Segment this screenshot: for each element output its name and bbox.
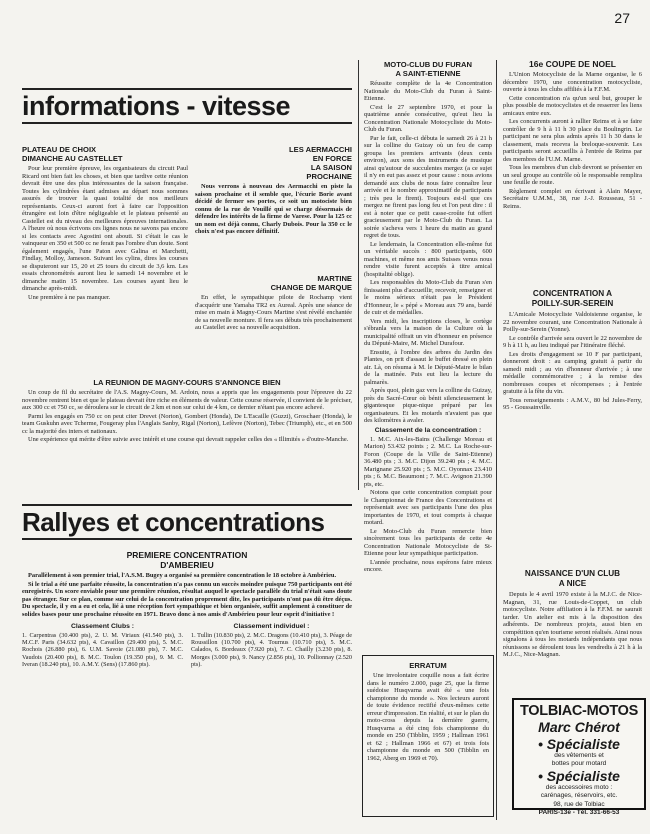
- plateau-text: Pour leur première épreuve, les organisateurs du circuit Paul Ricard ont bien fait les choses, et bien que tardive cette réunion devrait être une des plus intéressantes de la saison française. Toutes les cylindrées étant admises au départ nous sommes assurés de trouver la quasi totalité de nos meilleurs représentants. Ceux-ci auront fort à faire car l'opposition étrangère est loin d'être négligeable et le plateau présenté au Castellet est du niveau des meilleures épreuves internationales. A l'heure où nous écrivons ces lignes nous ne savons pas encore si les contacts avec Agostini ont abouti. Si c'était le cas le vainqueur en 350 et 500 cc ne ferait pas l'ombre d'un doute. Sont également engagés, l'une Paton avec Galina et Marchetti, Findlay, Molloy, Jameson. Suivant les cylins, dires les courses se disputeront sur 15, 20 et 25 tours du circuit de 3,6 km. Les essais chronométrés auront lieu le samedi 14 novembre et le dimanche matin 15 novembre. Les courses ayant lieu le dimanche après-midi.: [22, 165, 188, 292]
- amberieu-article: [22, 548, 352, 818]
- magny-text2: Parmi les engagés en 750 cc on peut citer Drevet (Norton), Gombert (Honda), De L'Escaille (Guzzi), Groschaer (Honda), le team Guskuhn avec Tcherme, Fougeray plus l'Anglais Sanby, Rigal (Norton), Lefèvre (Norton), Tebec (Triumph), etc., et en 500 cc la majorité des inters et nationaux.: [22, 412, 352, 435]
- indiv-list: 1. Tullin (10.830 pts), 2. M.C. Dragons (10.410 pts), 3. Péage de Roussillon (10.700 pts), 4. Tournus (10.710 pts), 5. M.C. Calados, 6. Bordeaux (7.920 pts), 7. C. Chailly (3.230 pts), 8. Morges (3.000 pts), 9. Nancy (2.856 pts), 10. Pollionnay (2.520 pts).: [191, 632, 352, 668]
- amberieu-text: Parallèlement à son premier trial, l'A.S.M. Bugey a organisé sa première concentration le 18 octobre à Ambérieu.: [28, 572, 337, 579]
- furan-title: MOTO-CLUB DU FURAN A SAINT-ETIENNE: [383, 60, 473, 78]
- pouilly-p4: Tous renseignements : A.M.V., 80 bd Jules-Ferry, 95 - Goussainville.: [503, 396, 642, 411]
- pouilly-article: [503, 287, 642, 462]
- erratum-text: Une involontaire coquille nous a fait écrire dans le numéro 2.000, page 25, que la firme suédoise Husqvarna avait été « une fois championne du monde ». Nos lecteurs auront de toute évidence rectifié d'eux-mêmes cette erreur d'impression. En réalité, et sur le plan du moto-cross depuis la dernière guerre, Husqvarna a été cinq fois championne du monde en 250 (Tibblin, 1959 ; Hallman 1961 et 62 ; Hallman 1966 et 67) et trois fois championne du monde en 500 (Tibblin en 1962, Aberg en 1969 et 70).: [367, 672, 489, 762]
- amberieu-title: PREMIERE CONCENTRATION D'AMBERIEU: [126, 550, 248, 570]
- coupe-article: [503, 58, 642, 258]
- ad-spec2: • Spécialiste: [538, 768, 620, 784]
- pouilly-p2: Le contrôle d'arrivée sera ouvert le 22 novembre de 9 h à 11 h, au lieu indiqué par l'itinéraire fléché.: [503, 334, 642, 349]
- vitesse-banner-wrap: [22, 88, 352, 124]
- coupe-p2: Cette concentration n'a qu'un seul but, grouper le plus possible de motocyclistes et de resserrer les liens amicaux entre eux.: [503, 94, 642, 117]
- ad-line1: des vêtements et: [554, 752, 604, 759]
- ad-addr1: 98, rue de Tolbiac: [553, 801, 605, 808]
- ad-owner: Marc Chérot: [538, 719, 620, 735]
- rallyes-banner-wrap: [22, 504, 352, 540]
- furan-p11: L'année prochaine, nous espérons faire mieux encore.: [364, 558, 492, 573]
- clubs-title: Classement Clubs :: [70, 623, 135, 630]
- furan-class: 1. M.C. Aix-les-Bains (Challenge Moreau et Marion) 53.432 points ; 2. M.C. La Roche-sur-Foron (Coupe de la Ville de Saint-Etienne) 36.480 pts ; 3. M.C. Dijon 39.240 pts ; 4. M.C. Marignane 25.920 pts ; 5. M.C. Oyonnax 23.410 pts ; 6. M.C. Beaumont ; 7. M.C. Avignon 21.390 pts, etc.: [364, 435, 492, 488]
- magny-text: Un coup de fil du secrétaire de l'A.S. Magny-Cours, M. Ardoin, nous a appris que les engagements pour l'épreuve du 22 novembre rentrent bien et que le plateau devrait être riche en éléments de valeur. Cette course réservée, il convient de le préciser, aux 300 cc et 750 cc, se déroulera sur le circuit de 2 km et non sur celui de 4 km, ce dernier n'étant pas encore achevé.: [22, 389, 352, 411]
- furan-p9: Notons que cette concentration comptait pour le Championnat de France des Concentrations et représentait avec ses participants l'une des plus importantes de 1970, et tout compris à chaque motard.: [364, 489, 492, 526]
- coupe-title: 16e COUPE DE NOEL: [529, 59, 616, 69]
- furan-p4: Le lendemain, la Concentration elle-même fut un véritable succès : 800 participants, 600 machines, et même nos amis Suisses venus nous rendre visite furent acceptés à titre amical (hospitalité oblige).: [364, 240, 492, 278]
- pouilly-p1: L'Amicale Motocycliste Valdoisienne organise, le 22 novembre courant, une Concentration Nationale à Poilly-sur-Serein (Yonne).: [503, 311, 642, 333]
- furan-p6: Vers midi, les inscriptions closes, le cortège s'ébranla vers la maison de la Culture où la municipalité offrait un vin d'honneur en présence du Député-Maire, M. Michel Durafour.: [364, 317, 492, 347]
- ad-line3: des accessoires moto :: [545, 784, 613, 791]
- aermacchi-text: Nous verrons à nouveau des Aermacchi en piste la saison prochaine et il semble que, l'écurie Borie avant décidé de fermer ses portes, ce soit un motociste bien connu de la rue de Vouillé qui se charge désormais de défendre les intérêts de la firme de Varese. Pour la 125 cc un nom est déjà connu, Charly Dubois. Pour la 350 cc le choix n'est pas encore définitif.: [195, 183, 352, 235]
- coupe-p4: Tous les membres d'un club devront se présenter en un seul groupe au contrôle où le responsable remplira une feuille de route.: [503, 164, 642, 186]
- furan-p7: Ensuite, à l'ombre des arbres du Jardin des Plantes, on prit d'assaut le buffet dressé en plein air. Là, on résuma à M. le Député-Maire le bilan de la matinée. Puis eut lieu la lecture du palmarès.: [364, 348, 492, 386]
- indiv-title: Classement individuel :: [233, 623, 310, 630]
- magny-title: LA REUNION DE MAGNY-COURS S'ANNONCE BIEN: [93, 378, 281, 387]
- plateau-title: PLATEAU DE CHOIX DIMANCHE AU CASTELLET: [22, 145, 123, 163]
- furan-class-title: Classement de la concentration :: [374, 426, 482, 434]
- amberieu-text2: Si le trial a été une parfaite réussite, la concentration n'a pas connu un succès moindre puisque 750 participants ont été enregistrés. Un score enviable pour une première réunion, résultat auquel le spectacle parallèle du trial n'était sans doute pas étranger. Sur ce plan, comme sur celui de la concentration proprement dite, les participants n'ont pas dû être déçus. Du spectacle, il y en a eu et cela, lié à une réception fort sympathique et bien organisée, suffit amplement à constituer de solides bases pour une prochaine réussite en 1971. Bravo donc à nos amis d'Ambérieu pour leur esprit d'initiative !: [22, 580, 352, 618]
- furan-article: [364, 58, 492, 646]
- coupe-p5: Règlement complet en écrivant à Alain Mayer, Secrétaire U.M.M., 38, rue J.-J. Rousseau, 51 - Reims.: [503, 187, 642, 210]
- furan-p3: Par le fait, celle-ci débuta le samedi 26 à 21 h sur la colline du Guizay où un feu de camp groupa les premiers arrivants (deux cents environ), aux sons des instruments de musique ainsi qu'autour de succulentes mergez (a ce sujet il n'y en eut pas assez et pour cause : nous avions demandé aux clubs de nous faire connaître leur arrivée et le nombre approximatif de participants ; très peu le firent). Toujours est-il que ces mergez ne firent pas long feu et l'on peut dire : il est à noter que ce petit casse-croûte fut offert gracieusement par le Moto-Club du Furan. La soirée s'acheva vers 1 heure du matin au grand regret de tous.: [364, 134, 492, 239]
- ad-line2: bottes pour motard: [551, 759, 607, 767]
- coupe-p3: Les concurrents auront à rallier Reims et à se faire contrôler de 9 h à 11 h 30 place du Boulingrin. Le participant ne sera plus admis après 11 h 30 dans le classement, mais recevra la breloque-souvenir. Les participants seront accueillis à l'entrée de Reims par des membres de l'U.M. Marne.: [503, 118, 642, 163]
- pouilly-p3: Les droits d'engagement se 10 F par participant, donneront droit : au camping gratuit à partir du samedi midi ; au vin d'honneur d'arrivée ; à une médaille commémorative ; à la remise des nombreuses coupes et récompenses ; à l'entrée gratuite à la fête du vin.: [503, 350, 642, 395]
- coupe-p1: L'Union Motocycliste de la Marne organise, le 6 décembre 1970, une concentration motocycliste, ouverte à tous les clubs affiliés à la F.F.M.: [503, 71, 642, 93]
- vitesse-banner: informations - vitesse: [22, 88, 352, 124]
- ad-addr2: PARIS-13e - Tél. 331-66-53: [538, 808, 620, 816]
- furan-p1: Réussite complète de la 4e Concentration Nationale du Moto-Club du Furan à Saint-Etienne.: [364, 80, 492, 102]
- nice-p1: Depuis le 4 avril 1970 existe à la M.J.C. de Nice-Magnan, 31, rue Louis-de-Coppet, un club motocycliste. Notre affiliation à la F.F.M. ne saurait tarder. Un atelier est mis à la disposition des adhérents. De nombreux projets, aussi bien en compétition qu'en tourisme seront réalisés. Ainsi nous signalons à tous les motards indépendants que nous réunissons se déroulent tous les vendredis à 21 h à la M.J.C., Nice-Magnan.: [503, 591, 642, 658]
- martine-article: [195, 272, 352, 376]
- plateau-article: [22, 143, 188, 373]
- aermacchi-title: LES AERMACCHI EN FORCE LA SAISON PROCHAINE: [288, 145, 352, 181]
- page-number: 27: [614, 10, 630, 26]
- erratum-title: ERRATUM: [409, 661, 447, 670]
- erratum-box: [362, 655, 494, 817]
- nice-article: [503, 567, 642, 692]
- nice-title: NAISSANCE D'UN CLUB A NICE: [524, 569, 621, 588]
- ad-spec1: • Spécialiste: [538, 736, 620, 752]
- ad-name: TOLBIAC-MOTOS: [519, 703, 638, 719]
- magny-article: [22, 376, 352, 496]
- tolbiac-ad: [512, 698, 646, 816]
- martine-text: En effet, le sympathique pilote de Rochamp vient d'acquérir une Yamaha TR2 ex Aureal. Après une séance de mise en main à Magny-Cours Martine s'est révélé enchantée de sa nouvelle monture. Il fera ses débuts très prochainement au Castellet avec sa nouvelle acquisition.: [195, 294, 352, 331]
- column-rule-2: [496, 60, 497, 820]
- martine-title: MARTINE CHANGE DE MARQUE: [270, 274, 352, 292]
- clubs-list: 1. Carpentras (30.400 pts), 2. U. M. Viriaux (41.540 pts), 3. M.C.F. Paris (34.632 pts), 4. Cavaillon (29.400 pts), 5. M.C. Rochois (26.880 pts), 6. U.M. Savoie (21.080 pts), 7. M.C. Vaudois (20.400 pts), 8. M.C. Toulon (19.350 pts), 9. M. C. Iveran (18.240 pts), 10. A.M.Y. (Sens) (17.860 pts).: [22, 632, 183, 668]
- furan-p2: C'est le 27 septembre 1970, et pour la quatrième année consécutive, qu'eut lieu la Concentration Nationale Motocycliste du Moto-Club du Furan.: [364, 103, 492, 133]
- aermacchi-article: [195, 143, 352, 268]
- furan-p5: Les responsables du Moto-Club du Furan s'en finissaient plus d'accueillir, recevoir, renseigner et le moins sérieux n'était pas le Président d'Honneur, le « pépé » Moreau aux 79 ans, bardé de cuir et de médailles.: [364, 279, 492, 316]
- column-rule-1: [358, 60, 359, 490]
- furan-p10: Le Moto-Club du Furan remercie bien sincèrement tous les participants de cette 4e Concentration Nationale Motocycliste de St-Etienne pour leur sympathique participation.: [364, 527, 492, 557]
- plateau-last: Une première à ne pas manquer.: [28, 293, 111, 301]
- pouilly-title: CONCENTRATION A POILLY-SUR-SEREIN: [531, 289, 614, 308]
- rallyes-banner: Rallyes et concentrations: [22, 504, 352, 540]
- magny-text3: Une expérience qui mérite d'être suivie avec intérêt et une course qui devrait rappeler celles des « Illimités » d'outre-Manche.: [28, 436, 349, 443]
- furan-p8: Après quoi, plein gaz vers la colline du Guizay, près du Sacré-Cœur où bénit silencieusement le gigantesque pique-nique préparé par les organisateurs. Et les motards n'avaient pas que des kilomètres à avaler.: [364, 387, 492, 424]
- ad-line4: carénages, réservoirs, etc.: [540, 791, 618, 799]
